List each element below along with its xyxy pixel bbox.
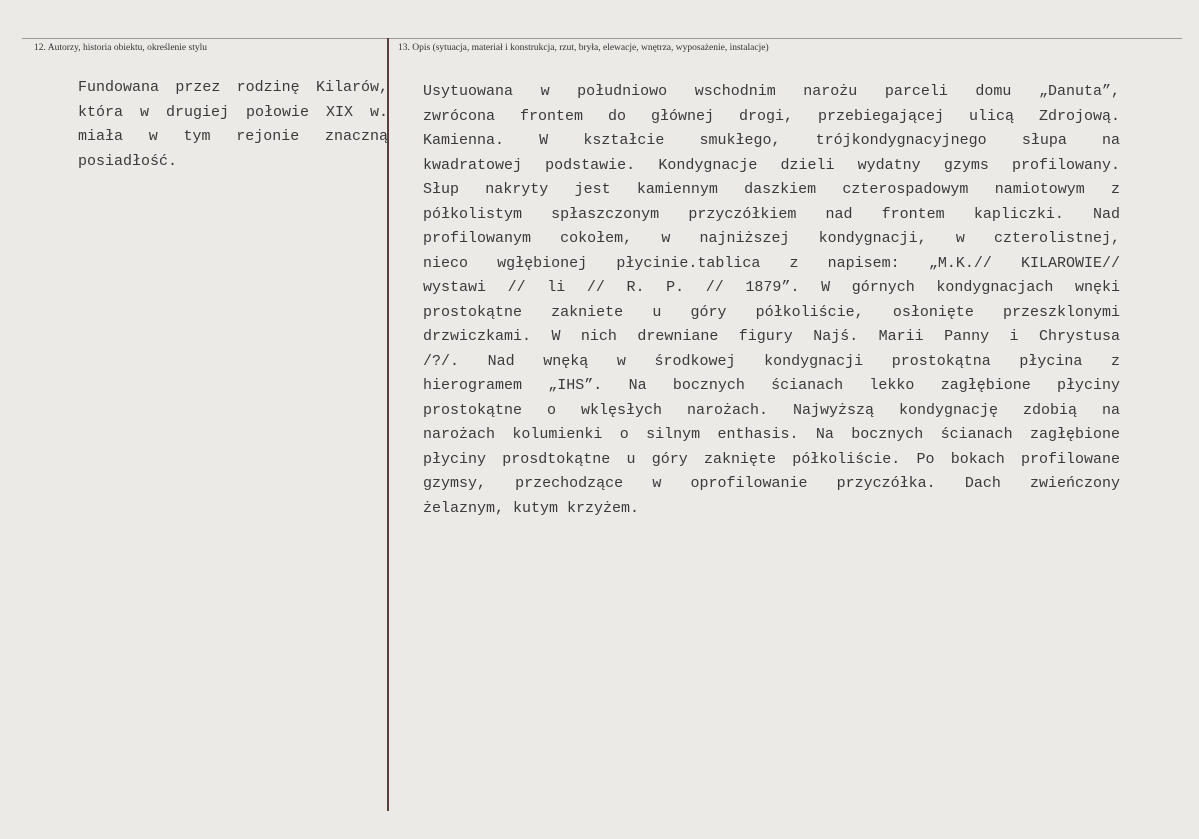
text-line: gzymsy, przechodzące w oprofilowanie przyczółka. Dach zwieńczony xyxy=(423,475,1120,492)
text-line: narożach kolumienki o silnym enthasis. Na bocznych ścianach zagłębione xyxy=(423,426,1120,443)
text-line: która w drugiej połowie XIX w. xyxy=(78,103,388,121)
text-line: Usytuowana w południowo wschodnim narożu parceli domu „Danuta”, xyxy=(423,83,1120,100)
section-13-heading: 13. Opis (sytuacja, materiał i konstrukcja, rzut, bryła, elewacje, wnętrza, wyposażenie, instalacje) xyxy=(398,43,769,53)
text-line: prostokątne zakniete u góry półkoliście, osłonięte przeszklonymi xyxy=(423,303,1120,321)
text-line: wystawi // li // R. P. // 1879”. W górnych kondygnacjach wnęki xyxy=(423,279,1120,296)
section-12-heading: 12. Autorzy, historia obiektu, określenie stylu xyxy=(34,43,207,53)
description-text xyxy=(423,80,1120,521)
text-line: Fundowana przez rodzinę Kilarów, xyxy=(78,79,388,96)
authors-history-text xyxy=(78,76,388,174)
header-rule xyxy=(22,38,1182,39)
text-line: hierogramem „IHS”. Na bocznych ścianach lekko zagłębione płyciny xyxy=(423,377,1120,394)
text-line: Słup nakryty jest kamiennym daszkiem czterospadowym namiotowym z xyxy=(423,181,1120,198)
text-line: kwadratowej podstawie. Kondygnacje dzieli wydatny gzyms profilowany. xyxy=(423,156,1120,174)
text-line: profilowanym cokołem, w najniższej kondygnacji, w czterolistnej, xyxy=(423,230,1120,247)
text-line: żelaznym, kutym krzyżem. xyxy=(423,499,640,517)
text-line: nieco wgłębionej płycinie.tablica z napisem: „M.K.// KILAROWIE// xyxy=(423,254,1120,272)
text-line: /?/. Nad wnęką w środkowej kondygnacji prostokątna płycina z xyxy=(423,352,1120,370)
text-line: drzwiczkami. W nich drewniane figury Najś. Marii Panny i Chrystusa xyxy=(423,328,1120,345)
text-line: miała w tym rejonie znaczną xyxy=(78,128,388,145)
text-line: Kamienna. W kształcie smukłego, trójkondygnacyjnego słupa na xyxy=(423,132,1120,149)
text-line: półkolistym spłaszczonym przyczółkiem nad frontem kapliczki. Nad xyxy=(423,205,1120,223)
text-line: posiadłość. xyxy=(78,152,178,170)
text-line: płyciny prosdtokątne u góry zaknięte półkoliście. Po bokach profilowane xyxy=(423,450,1120,468)
text-line: prostokątne o wklęsłych narożach. Najwyższą kondygnację zdobią na xyxy=(423,401,1120,419)
text-line: zwrócona frontem do głównej drogi, przebiegającej ulicą Zdrojową. xyxy=(423,107,1120,125)
